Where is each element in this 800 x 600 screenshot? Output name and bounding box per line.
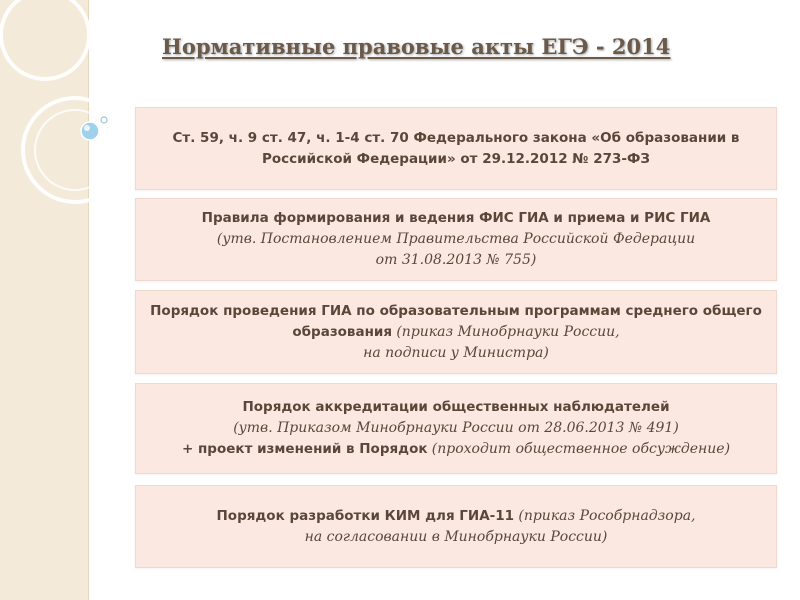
act-box-observers-accreditation: [135, 383, 777, 474]
box-1-line-1: Ст. 59, ч. 9 ст. 47, ч. 1-4 ст. 70 Федерального закона «Об образовании в: [172, 129, 740, 146]
box-3-line-2: [292, 322, 619, 343]
act-box-gia-procedure: [135, 290, 777, 374]
box-4-line-2: (утв. Приказом Минобрнауки России от 28.06.2013 № 491): [233, 420, 679, 436]
box-5-line-2: на согласовании в Минобрнауки России): [304, 528, 608, 545]
box-5-line-1-italic: (приказ Рособрнадзора,: [518, 507, 696, 524]
box-3-line-3: на подписи у Министра): [363, 344, 549, 361]
box-4-line-3-italic: (проходит общественное обсуждение): [431, 441, 731, 457]
act-box-federal-law: [135, 107, 777, 190]
act-box-kim-development: [135, 485, 777, 568]
box-5-line-1-bold: Порядок разработки КИМ для ГИА-11: [216, 507, 515, 524]
decorative-circles: [0, 0, 140, 230]
box-4-line-3: [182, 439, 730, 460]
box-4-line-1: Порядок аккредитации общественных наблюдателей: [242, 399, 670, 415]
page-title: Нормативные правовые акты ЕГЭ - 2014: [162, 34, 671, 59]
box-2-line-1: Правила формирования и ведения ФИС ГИА и приема и РИС ГИА: [201, 210, 711, 226]
box-2-line-3: от 31.08.2013 № 755): [375, 252, 537, 268]
box-1-line-2: Российской Федерации» от 29.12.2012 № 273-ФЗ: [261, 150, 651, 167]
box-3-line-1: Порядок проведения ГИА по образовательным программам среднего общего: [150, 302, 762, 319]
box-5-line-1: [217, 506, 696, 527]
box-2-line-2: (утв. Постановлением Правительства Российской Федерации: [216, 231, 696, 247]
act-box-fis-gia-rules: [135, 198, 777, 281]
box-4-line-3-bold: + проект изменений в Порядок: [181, 441, 428, 457]
box-3-line-2-bold: образования: [292, 323, 393, 340]
box-3-line-2-italic: (приказ Минобрнауки России,: [396, 323, 620, 340]
